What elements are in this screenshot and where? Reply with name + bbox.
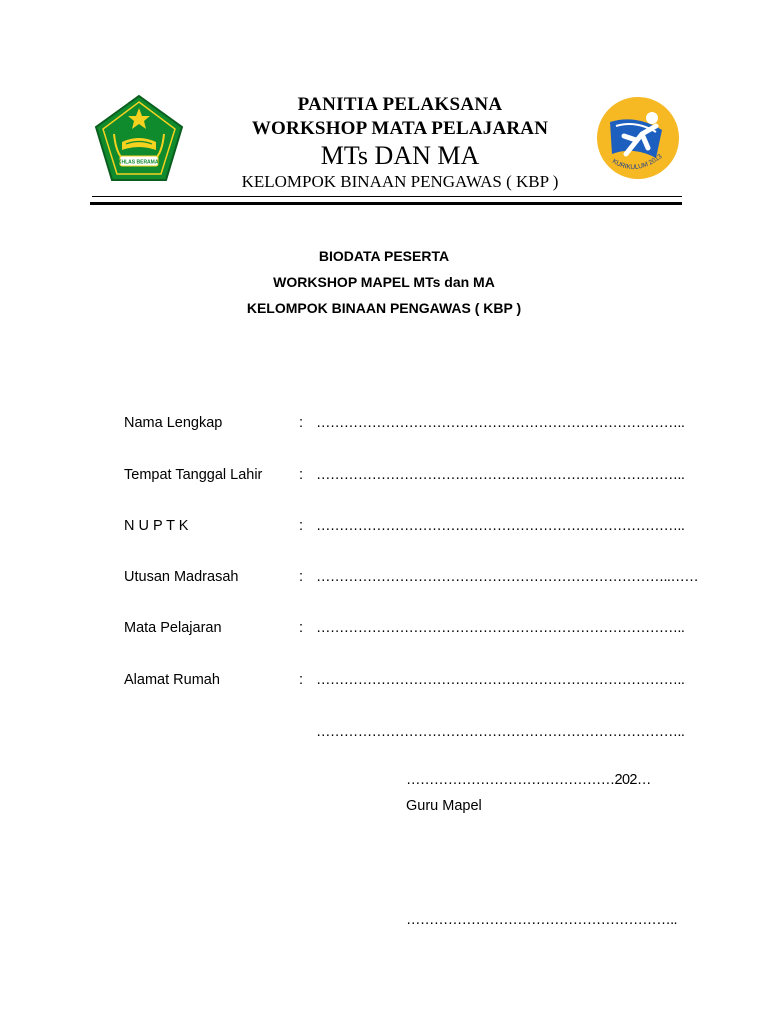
- letterhead-line-3: MTs DAN MA: [320, 141, 480, 170]
- kurikulum-2013-logo: [596, 96, 680, 180]
- field-fill-line[interactable]: ……………………………………………………………………..: [316, 415, 685, 431]
- field-fill-line[interactable]: ……………………………………………………………………..: [316, 518, 685, 534]
- field-alamat-rumah: [124, 672, 684, 692]
- field-nuptk: [124, 518, 684, 538]
- field-colon: :: [299, 672, 304, 688]
- field-label: Mata Pelajaran: [124, 620, 222, 636]
- field-mata-pelajaran: [124, 620, 684, 640]
- letterhead-line-2: WORKSHOP MATA PELAJARAN: [251, 118, 549, 139]
- field-fill-line[interactable]: ……………………………………………………………………..: [316, 724, 685, 740]
- field-tempat-tanggal-lahir: [124, 467, 684, 487]
- signature-date-line[interactable]: ………………………………………202…: [406, 772, 651, 788]
- kurikulum-logo-text: KURIKULUM 2013: [610, 153, 664, 172]
- signature-name-line[interactable]: …………………………………………………..: [406, 912, 677, 928]
- field-utusan-madrasah: [124, 569, 699, 589]
- field-colon: :: [299, 415, 304, 431]
- field-colon: :: [299, 467, 304, 483]
- form-heading-line-1: BIODATA PESERTA: [318, 248, 450, 264]
- field-alamat-rumah-line-2: [124, 724, 684, 744]
- kemenag-logo-text: IKHLAS BERAMAL: [116, 159, 162, 166]
- letterhead-line-4: KELOMPOK BINAAN PENGAWAS ( KBP ): [241, 172, 559, 191]
- field-label: Utusan Madrasah: [124, 569, 239, 585]
- form-heading-line-2: WORKSHOP MAPEL MTs dan MA: [273, 274, 495, 290]
- field-fill-line[interactable]: ……………………………………………………………………..: [316, 672, 685, 688]
- field-colon: :: [299, 569, 304, 585]
- field-fill-line[interactable]: …………………………………………………………………..……: [316, 569, 699, 585]
- field-colon: :: [299, 620, 304, 636]
- field-label: Nama Lengkap: [124, 415, 223, 431]
- form-heading-line-3: KELOMPOK BINAAN PENGAWAS ( KBP ): [246, 300, 522, 316]
- letterhead-line-1: PANITIA PELAKSANA: [297, 94, 503, 115]
- field-label: Tempat Tanggal Lahir: [124, 467, 263, 483]
- signature-role: Guru Mapel: [406, 798, 482, 814]
- field-fill-line[interactable]: ……………………………………………………………………..: [316, 467, 685, 483]
- letterhead-rule-thin: [92, 196, 682, 197]
- field-label: N U P T K: [124, 518, 189, 534]
- field-nama-lengkap: [124, 415, 684, 435]
- field-fill-line[interactable]: ……………………………………………………………………..: [316, 620, 685, 636]
- letterhead-rule-thick: [90, 202, 682, 205]
- field-colon: :: [299, 518, 304, 534]
- field-label: Alamat Rumah: [124, 672, 220, 688]
- letterhead: [0, 0, 768, 210]
